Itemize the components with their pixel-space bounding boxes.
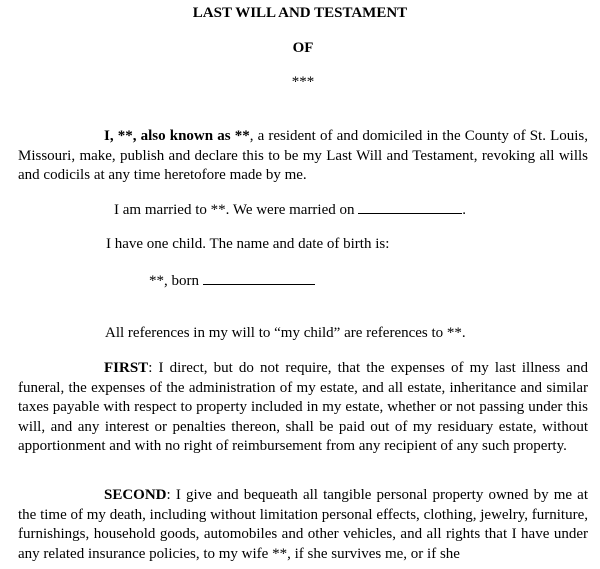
document-title-of: OF (292, 40, 314, 56)
article-second-label: SECOND (104, 487, 167, 503)
article-second-text: : I give and bequeath all tangible personal property owned by me at the time of my death, including without limitation personal effects, clothing, jewelry, furniture, furnishings, household goods, automobiles and other vehicles, and all rights that I have under any related insurance policies, to my wife **, if she survives me, or if she (18, 487, 588, 562)
article-first-text: : I direct, but do not require, that the expenses of my last illness and funeral, the expenses of the administration of my estate, and all estate, inheritance and similar taxes payable with respect to property included in my estate, whether or not passing under this will, and any interest or penalties thereon, shall be paid out of my residuary estate, without apportionment and with no right of reimbursement from any recipient of any such property. (18, 360, 588, 455)
marriage-date-blank[interactable] (358, 200, 462, 214)
marriage-statement (114, 200, 594, 221)
article-second (18, 486, 588, 564)
marriage-text: I am married to **. We were married on (114, 202, 359, 218)
document-title: LAST WILL AND TESTAMENT (192, 5, 408, 21)
testator-name: I, **, also known as ** (104, 128, 250, 144)
child-birth-line (149, 271, 449, 292)
references-statement: All references in my will to “my child” are references to **. (105, 325, 466, 341)
declaration-text: , a resident of and domiciled in the County of St. Louis, Missouri, make, publish and declare this to be my Last Will and Testament, revoking all wills and codicils at any time heretofore made by me. (18, 128, 588, 184)
child-born-text: **, born (149, 273, 203, 289)
marriage-period: . (462, 202, 467, 218)
article-first-label: FIRST (104, 360, 149, 376)
birth-date-blank[interactable] (203, 271, 315, 285)
child-statement: I have one child. The name and date of birth is: (106, 236, 390, 252)
article-first (18, 359, 588, 457)
document-separator: *** (291, 74, 315, 90)
declaration-paragraph (18, 127, 588, 186)
